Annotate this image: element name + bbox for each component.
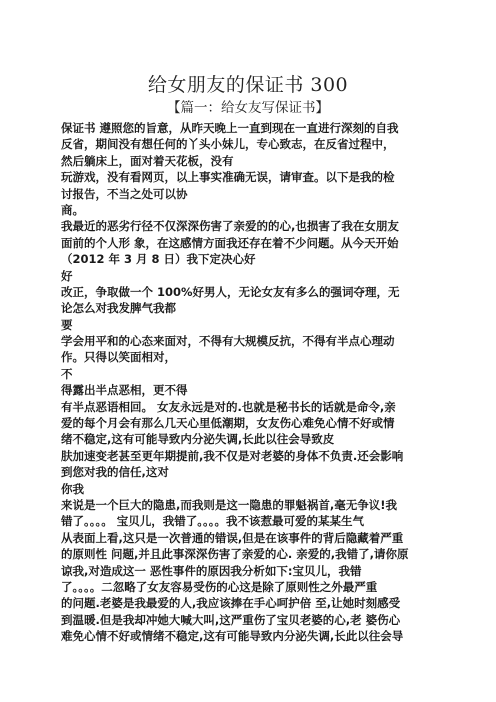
body-line: 玩游戏，没有看网页，以上事实准确无误，请审查。以下是我的检: [61, 170, 395, 185]
body-line: 反省，期间没有想任何的丫头小妹儿，专心致志，在反省过程中，: [61, 137, 395, 152]
body-line: 来说是一个巨大的隐患,而我则是这一隐患的罪魁祸首,毫无争议!我: [61, 497, 397, 512]
body-line: 学会用平和的心态来面对，不得有大规模反抗，不得有半点心理动: [61, 334, 395, 349]
body-line: 讨报告，不当之处可以协: [61, 186, 188, 201]
body-line: 不: [61, 366, 73, 381]
body-line: 了。。。。二忽略了女友容易受伤的心这是除了原则性之外最严重: [61, 579, 378, 594]
body-line: 得露出半点恶相，更不得: [61, 383, 188, 398]
body-line: 错了。。。。 宝贝儿，我错了。。。。我不该惹最可爱的某某生气: [61, 514, 365, 529]
body-line: 到您对我的信任,这对: [61, 465, 169, 480]
body-line: 的原则性 问题,并且此事深深伤害了亲爱的心. 亲爱的,我错了,请你原: [61, 547, 409, 562]
body-line: 难免心情不好或情绪不稳定,这有可能导致内分泌失调,长此以往会导: [61, 629, 404, 644]
body-line: 有半点恶语相回。 女友永远是对的.也就是秘书长的话就是命令,亲: [61, 399, 396, 414]
body-line: 从表面上看,这只是一次普通的错误,但是在该事件的背后隐藏着严重: [61, 530, 404, 545]
body-line: 商。: [61, 202, 84, 217]
body-line: 好: [61, 268, 73, 283]
body-line: 改正，争取做一个 100%好男人，无论女友有多么的强词夺理，无: [61, 284, 400, 299]
document-body: [61, 120, 437, 645]
body-line: 你我: [61, 481, 84, 496]
body-line: 肤加速变老甚至更年期提前,我不仅是对老婆的身体不负责.还会影响: [61, 448, 404, 463]
body-line: 面前的个人形 象，在这感情方面我还存在着不少问题。从今天开始: [61, 235, 399, 250]
body-line: 绪不稳定,这有可能导致内分泌失调,长此以往会导致皮: [61, 432, 335, 447]
body-line: 的问题.老婆是我最爱的人,我应该捧在手心呵护倍 至,让她时刻感受: [61, 596, 401, 611]
body-line: （2012 年 3 月 8 日）我下定决心好: [61, 252, 256, 267]
body-line: 到温暖.但是我却冲她大喊大叫,这严重伤了宝贝老婆的心,老 婆伤心: [61, 612, 401, 627]
body-line: 作。只得以笑面相对，: [61, 350, 176, 365]
body-line: 谅我,对造成这一 恶性事件的原因我分析如下:宝贝儿，我错: [61, 563, 362, 578]
document-subtitle: 【篇一：给女友写保证书】: [167, 100, 329, 116]
body-line: 爱的每个月会有那么几天心里低潮期，女友伤心难免心情不好或情: [61, 416, 395, 431]
body-line: 我最近的恶劣行径不仅深深伤害了亲爱的的心,也损害了我在女朋友: [61, 219, 399, 234]
body-line: 要: [61, 317, 73, 332]
body-line: 论怎么对我发脾气我都: [61, 301, 176, 316]
document-title: 给女朋友的保证书 300: [147, 74, 349, 96]
body-line: 保证书 遵照您的旨意，从昨天晚上一直到现在一直进行深刻的自我: [61, 121, 399, 135]
body-line: 然后躺床上，面对着天花板，没有: [61, 153, 234, 168]
